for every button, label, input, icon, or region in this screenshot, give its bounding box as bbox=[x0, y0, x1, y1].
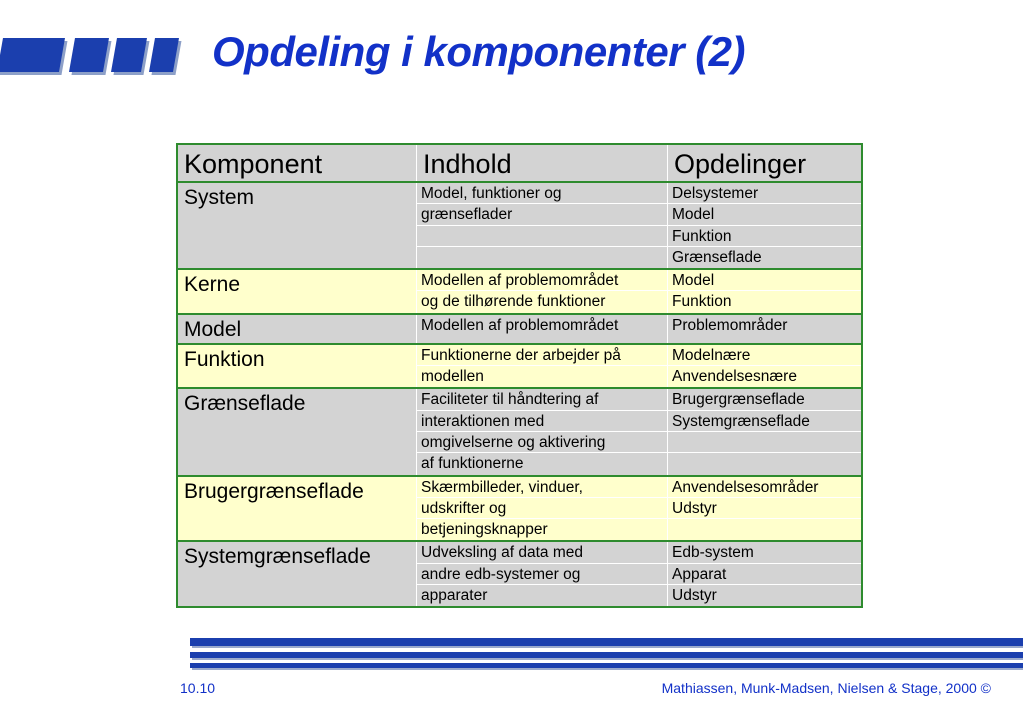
table-row bbox=[178, 315, 861, 345]
table-body bbox=[178, 183, 861, 606]
cell-opdelinger-line: Anvendelsesområder bbox=[668, 477, 861, 498]
cell-opdelinger-line: Model bbox=[668, 270, 861, 291]
cell-komponent bbox=[178, 542, 417, 606]
cell-opdelinger-line: Systemgrænseflade bbox=[668, 411, 861, 432]
cell-indhold-line: og de tilhørende funktioner bbox=[421, 293, 606, 311]
header-indhold: Indhold bbox=[417, 145, 668, 181]
cell-indhold-line: grænseflader bbox=[417, 204, 667, 225]
components-table bbox=[176, 143, 863, 608]
cell-indhold-line: udskrifter og bbox=[417, 498, 667, 519]
cell-opdelinger-line: Delsystemer bbox=[668, 183, 861, 204]
table-row bbox=[178, 542, 861, 606]
cell-opdelinger-line bbox=[668, 453, 861, 474]
cell-opdelinger bbox=[668, 270, 861, 313]
cell-indhold-line: Modellen af problemområdet bbox=[421, 316, 619, 334]
cell-indhold bbox=[417, 315, 668, 343]
cell-indhold-line: interaktionen med bbox=[417, 411, 667, 432]
cell-indhold-line: andre edb-systemer og bbox=[417, 564, 667, 585]
cell-opdelinger bbox=[668, 345, 861, 388]
header-bar bbox=[149, 38, 179, 72]
cell-indhold bbox=[417, 183, 668, 268]
cell-indhold-line: Faciliteter til håndtering af bbox=[417, 389, 667, 410]
cell-indhold bbox=[417, 389, 668, 474]
cell-opdelinger-line: Grænseflade bbox=[672, 248, 762, 266]
cell-indhold-line: af funktionerne bbox=[421, 455, 524, 473]
footer-bar bbox=[190, 652, 1023, 658]
component-name: Model bbox=[184, 317, 242, 341]
component-name: Brugergrænseflade bbox=[184, 479, 364, 503]
cell-opdelinger bbox=[668, 315, 861, 343]
footer-bar bbox=[190, 638, 1023, 646]
cell-opdelinger-line: Funktion bbox=[668, 226, 861, 247]
cell-opdelinger-line: Udstyr bbox=[672, 587, 717, 605]
cell-komponent bbox=[178, 315, 417, 343]
cell-indhold-line: modellen bbox=[421, 368, 484, 386]
header-bar bbox=[111, 38, 147, 72]
table-row bbox=[178, 183, 861, 270]
header-opdelinger: Opdelinger bbox=[674, 149, 807, 179]
cell-opdelinger-line bbox=[668, 519, 861, 540]
header-bar bbox=[0, 38, 65, 72]
table-row bbox=[178, 270, 861, 315]
cell-indhold-line: betjeningsknapper bbox=[421, 521, 548, 539]
cell-opdelinger-line: Udstyr bbox=[668, 498, 861, 519]
cell-indhold-line: Skærmbilleder, vinduer, bbox=[417, 477, 667, 498]
page-number: 10.10 bbox=[180, 680, 216, 696]
cell-opdelinger bbox=[668, 542, 861, 606]
header-bar bbox=[69, 38, 109, 72]
footer-bar bbox=[190, 663, 1023, 668]
cell-opdelinger-line: Apparat bbox=[668, 564, 861, 585]
cell-opdelinger-line: Anvendelsesnære bbox=[672, 368, 797, 386]
component-name: Kerne bbox=[184, 273, 241, 297]
component-name: Funktion bbox=[184, 347, 265, 371]
cell-indhold-line bbox=[417, 247, 667, 268]
cell-indhold-line bbox=[417, 226, 667, 247]
table-row bbox=[178, 477, 861, 543]
cell-opdelinger-line: Problemområder bbox=[672, 316, 788, 334]
cell-indhold bbox=[417, 270, 668, 313]
cell-komponent bbox=[178, 389, 417, 474]
cell-indhold bbox=[417, 477, 668, 541]
cell-komponent bbox=[178, 270, 417, 313]
cell-indhold-line: omgivelserne og aktivering bbox=[417, 432, 667, 453]
cell-indhold bbox=[417, 345, 668, 388]
table-row bbox=[178, 389, 861, 476]
cell-indhold-line: Udveksling af data med bbox=[417, 542, 667, 563]
component-name: System bbox=[184, 186, 255, 209]
cell-opdelinger-line: Model bbox=[668, 204, 861, 225]
component-name: Systemgrænseflade bbox=[184, 545, 371, 569]
cell-opdelinger-line: Edb-system bbox=[668, 542, 861, 563]
table-row bbox=[178, 345, 861, 390]
cell-indhold-line: Funktionerne der arbejder på bbox=[417, 345, 667, 366]
cell-komponent bbox=[178, 183, 417, 268]
table-header-row bbox=[178, 145, 861, 183]
cell-opdelinger bbox=[668, 477, 861, 541]
cell-indhold bbox=[417, 542, 668, 606]
credit-line: Mathiassen, Munk-Madsen, Nielsen & Stage, 2000 © bbox=[661, 680, 991, 696]
cell-opdelinger-line bbox=[668, 432, 861, 453]
header-decoration-bars bbox=[0, 38, 190, 72]
footer-decoration-bars bbox=[190, 634, 1023, 670]
cell-indhold-line: Modellen af problemområdet bbox=[417, 270, 667, 291]
header-komponent: Komponent bbox=[178, 145, 417, 181]
cell-opdelinger-line: Funktion bbox=[672, 293, 732, 311]
cell-komponent bbox=[178, 345, 417, 388]
cell-opdelinger bbox=[668, 389, 861, 474]
cell-opdelinger bbox=[668, 183, 861, 268]
cell-opdelinger-line: Modelnære bbox=[668, 345, 861, 366]
cell-komponent bbox=[178, 477, 417, 541]
component-name: Grænseflade bbox=[184, 392, 306, 416]
slide-title: Opdeling i komponenter (2) bbox=[212, 28, 746, 75]
cell-opdelinger-line: Brugergrænseflade bbox=[668, 389, 861, 410]
cell-indhold-line: apparater bbox=[421, 587, 488, 605]
cell-indhold-line: Model, funktioner og bbox=[417, 183, 667, 204]
